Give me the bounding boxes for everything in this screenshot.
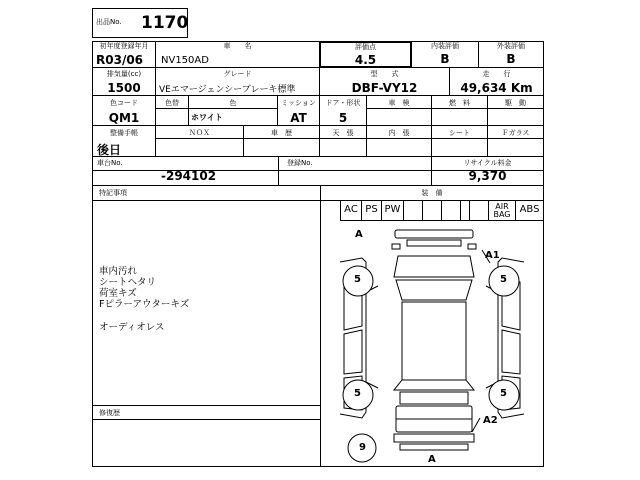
mark-front: A bbox=[355, 229, 363, 240]
tire-fl: 5 bbox=[354, 274, 361, 285]
color-label: 色 bbox=[229, 99, 237, 107]
mark-rear: A bbox=[428, 454, 436, 465]
color-value: ホワイト bbox=[191, 113, 223, 122]
lot-box bbox=[92, 8, 188, 38]
nox-label: ＮＯＸ bbox=[189, 129, 210, 137]
color-code-value: QM1 bbox=[108, 111, 140, 125]
equip-airbag: AIR BAG bbox=[488, 200, 516, 221]
color-code-label: 色コード bbox=[110, 99, 138, 107]
lot-label: 出品No. bbox=[96, 18, 122, 26]
type-value: DBF-VY12 bbox=[351, 81, 418, 95]
inspection-cell bbox=[366, 95, 432, 126]
doors-value: 5 bbox=[338, 111, 348, 125]
displacement-cell bbox=[92, 67, 156, 96]
interior-trim-label: 内 張 bbox=[388, 129, 410, 137]
grade-cell bbox=[155, 67, 320, 96]
nox-cell bbox=[155, 125, 244, 157]
interior-value: B bbox=[440, 52, 450, 66]
divider bbox=[155, 138, 544, 139]
grade-value: VEエマージェンシーブレーキ標準 bbox=[159, 85, 296, 95]
equipment-label: 装 備 bbox=[421, 189, 443, 197]
interior-cell bbox=[411, 41, 479, 68]
sunroof-label: 天 張 bbox=[332, 129, 354, 137]
color-code-cell bbox=[92, 95, 156, 126]
divider bbox=[155, 108, 278, 109]
displacement-value: 1500 bbox=[107, 81, 141, 95]
note-line: シートヘタリ bbox=[99, 277, 157, 288]
divider bbox=[366, 108, 544, 109]
inspection-label: 車 検 bbox=[388, 99, 410, 107]
doors-label: ドア・形状 bbox=[325, 99, 361, 107]
model-label: 車 名 bbox=[223, 42, 252, 50]
equip-ac: AC bbox=[340, 200, 362, 221]
mission-cell bbox=[277, 95, 320, 126]
year-cell bbox=[92, 41, 156, 68]
maintenance-value: 後日 bbox=[97, 143, 122, 157]
equip-slot bbox=[469, 200, 489, 221]
tire-fr: 5 bbox=[500, 274, 507, 285]
mission-value: AT bbox=[290, 111, 307, 125]
equip-slot bbox=[441, 200, 461, 221]
score-label: 評価点 bbox=[355, 43, 376, 51]
lot-number: 1170 bbox=[141, 13, 189, 33]
color-cell bbox=[188, 95, 278, 126]
note-line: Fピラーアウターキズ bbox=[99, 299, 190, 310]
drive-label: 駆 動 bbox=[505, 99, 526, 107]
notes-label: 特記事項 bbox=[99, 189, 127, 197]
score-value: 4.5 bbox=[354, 53, 377, 67]
equip-slot bbox=[422, 200, 442, 221]
exterior-label: 外装評価 bbox=[497, 42, 525, 50]
drive-cell bbox=[487, 95, 544, 126]
mission-label: ミッション bbox=[281, 99, 316, 107]
color-change-label: 色替 bbox=[165, 99, 179, 107]
year-label: 初年度登録年月 bbox=[99, 42, 149, 50]
mark-a1: A1 bbox=[485, 250, 500, 261]
divider bbox=[93, 200, 320, 201]
mileage-value: 49,634 Km bbox=[460, 81, 533, 95]
grade-label: グレード bbox=[223, 70, 252, 78]
score-cell bbox=[319, 41, 412, 68]
chassis-label: 車台No. bbox=[97, 159, 123, 167]
mileage-label: 走 行 bbox=[482, 70, 511, 78]
fglass-label: Ｆガラス bbox=[501, 129, 530, 137]
tire-spare: 9 bbox=[359, 442, 366, 453]
equip-slot bbox=[403, 200, 423, 221]
registration-cell bbox=[278, 156, 432, 186]
recycle-value: 9,370 bbox=[468, 169, 507, 183]
model-value: NV150AD bbox=[161, 55, 209, 66]
sunroof-cell bbox=[319, 125, 367, 157]
tire-rl: 5 bbox=[354, 388, 361, 399]
recycle-label: リサイクル料金 bbox=[463, 159, 512, 167]
chassis-cell bbox=[92, 156, 279, 186]
interior-label: 内装評価 bbox=[431, 42, 459, 50]
doors-cell bbox=[319, 95, 367, 126]
note-line: 車内汚れ bbox=[99, 266, 138, 277]
mileage-cell bbox=[449, 67, 544, 96]
equip-abs: ABS bbox=[515, 200, 544, 221]
year-value: R03/06 bbox=[96, 53, 144, 67]
equip-pw: PW bbox=[381, 200, 404, 221]
note-line: 荷室キズ bbox=[99, 288, 137, 299]
color-change-cell bbox=[155, 95, 189, 126]
note-line: オーディオレス bbox=[99, 322, 165, 333]
displacement-label: 排気量(cc) bbox=[106, 70, 142, 78]
divider bbox=[93, 405, 320, 406]
car-diagram bbox=[322, 222, 542, 466]
tire-rr: 5 bbox=[500, 388, 507, 399]
exterior-cell bbox=[478, 41, 544, 68]
repair-label: 修復歴 bbox=[99, 409, 120, 417]
fuel-cell bbox=[431, 95, 488, 126]
equip-ps: PS bbox=[361, 200, 382, 221]
exterior-value: B bbox=[506, 52, 516, 66]
seat-cell bbox=[431, 125, 488, 157]
recycle-cell bbox=[431, 156, 544, 186]
divider bbox=[93, 419, 320, 420]
fuel-label: 燃 料 bbox=[449, 99, 470, 107]
seat-label: シート bbox=[449, 129, 470, 137]
registration-label: 登録No. bbox=[287, 159, 313, 167]
maintenance-cell bbox=[92, 125, 156, 157]
maintenance-label: 整備手帳 bbox=[110, 129, 138, 137]
type-label: 型 式 bbox=[370, 70, 399, 78]
divider bbox=[92, 170, 544, 171]
chassis-value: -294102 bbox=[161, 169, 217, 183]
type-cell bbox=[319, 67, 450, 96]
interior-trim-cell bbox=[366, 125, 432, 157]
model-cell bbox=[155, 41, 320, 68]
notes-panel bbox=[92, 185, 321, 467]
mark-a2: A2 bbox=[483, 415, 498, 426]
history-label: 車 歴 bbox=[271, 129, 292, 137]
history-cell bbox=[243, 125, 320, 157]
fglass-cell bbox=[487, 125, 544, 157]
